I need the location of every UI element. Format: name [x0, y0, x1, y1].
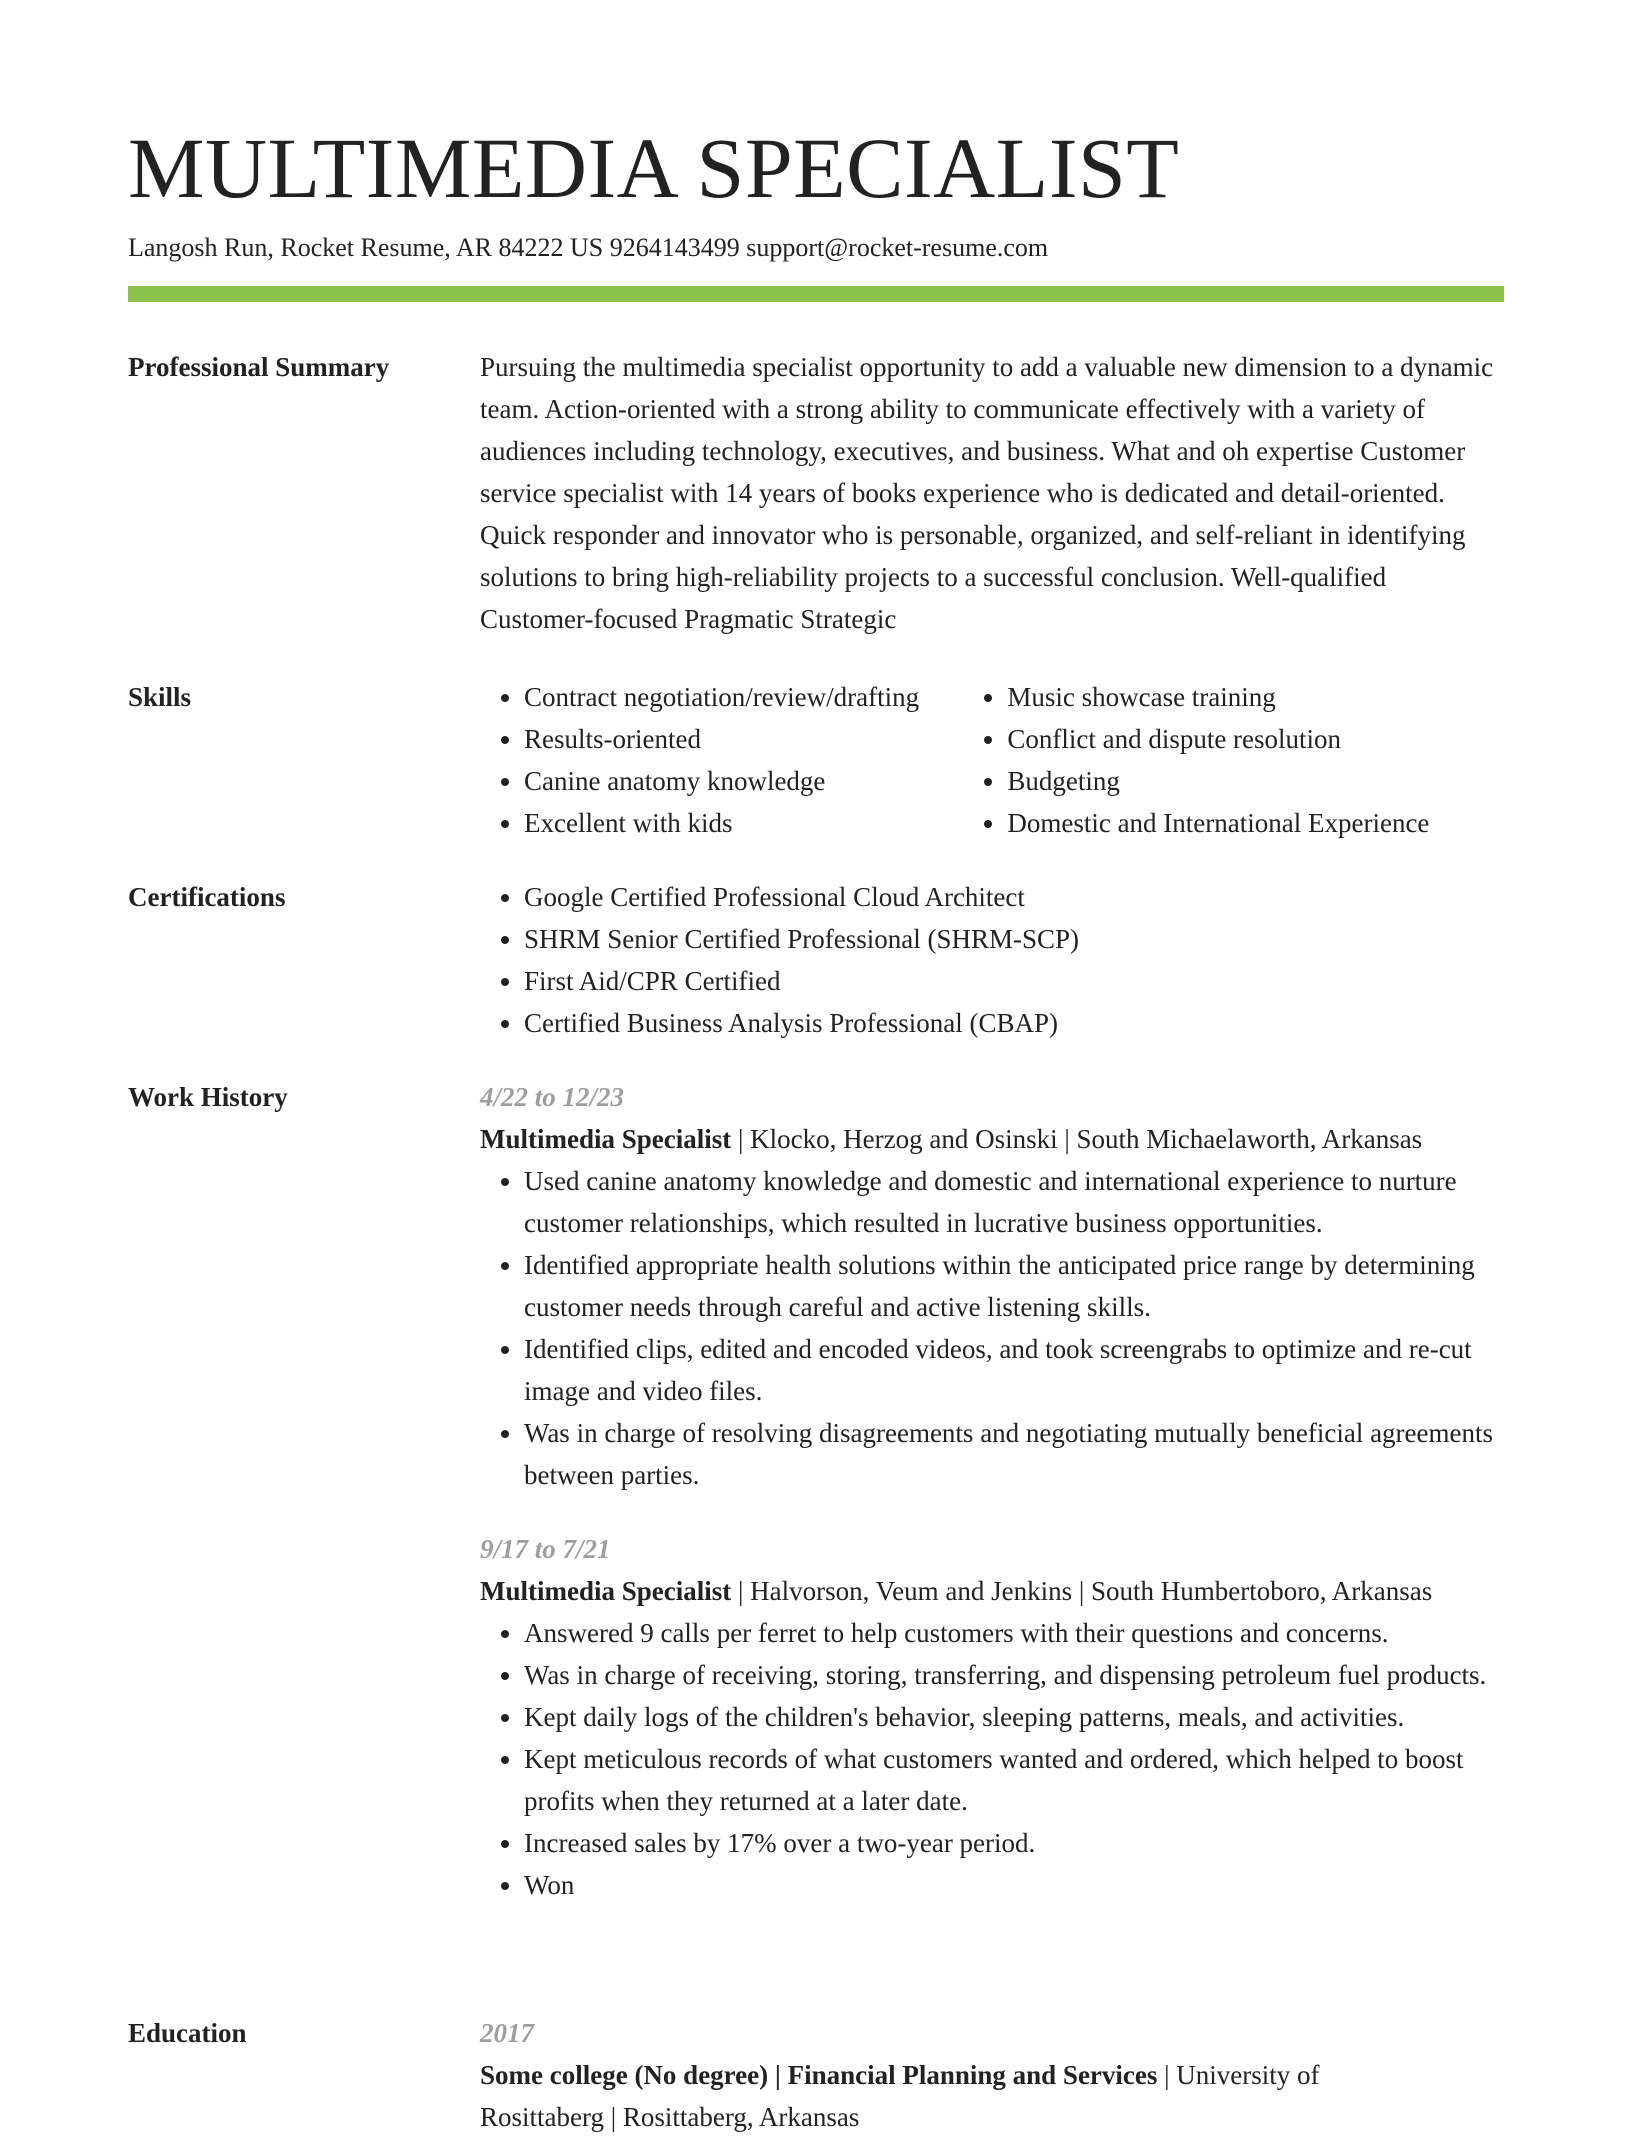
accent-rule	[128, 286, 1504, 302]
education-school: | University of	[1157, 2060, 1320, 2090]
section-label-summary: Professional Summary	[128, 352, 390, 382]
list-item: • Certified Business Analysis Professional (CBAP)	[524, 1002, 1504, 1044]
list-item: • Kept meticulous records of what customers wanted and ordered, which helped to boost profits when they returned at a later date.	[524, 1738, 1504, 1822]
list-item: • Identified appropriate health solutions within the anticipated price range by determining customer needs through careful and active listening skills.	[524, 1244, 1504, 1328]
education-year: 2017	[480, 2018, 534, 2048]
job-employer-location: | Klocko, Herzog and Osinski | South Michaelaworth, Arkansas	[731, 1124, 1423, 1154]
section-label-education: Education	[128, 2018, 247, 2048]
list-item: • Answered 9 calls per ferret to help customers with their questions and concerns.	[524, 1612, 1504, 1654]
page-title: MULTIMEDIA SPECIALIST	[128, 120, 1180, 216]
job-employer-location: | Halvorson, Veum and Jenkins | South Humbertoboro, Arkansas	[731, 1576, 1433, 1606]
certifications-body	[480, 876, 1504, 1044]
summary-body	[480, 346, 1504, 640]
job-entry	[480, 1528, 1504, 1906]
job-entry	[480, 1076, 1504, 1496]
list-item: • Results-oriented	[524, 718, 963, 760]
job-role-line	[480, 1570, 1504, 1612]
list-item: • Excellent with kids	[524, 802, 963, 844]
list-item: • Increased sales by 17% over a two-year period.	[524, 1822, 1504, 1864]
education-degree: Some college (No degree) | Financial Planning and Services	[480, 2060, 1158, 2090]
education-degree-line	[480, 2054, 1504, 2096]
skills-body	[480, 676, 1504, 844]
list-item: • Contract negotiation/review/drafting	[524, 676, 963, 718]
work-history-body	[480, 1076, 1504, 1906]
job-bullets	[480, 1160, 1504, 1496]
section-label-certifications: Certifications	[128, 882, 286, 912]
certifications-list	[480, 876, 1504, 1044]
list-item: • Canine anatomy knowledge	[524, 760, 963, 802]
list-item: • Conflict and dispute resolution	[1007, 718, 1504, 760]
job-role-line	[480, 1118, 1504, 1160]
job-dates: 4/22 to 12/23	[480, 1082, 625, 1112]
list-item: • Google Certified Professional Cloud Architect	[524, 876, 1504, 918]
list-item: • Won	[524, 1864, 1504, 1906]
summary-text: Pursuing the multimedia specialist opportunity to add a valuable new dimension to a dynamic team. Action-oriented with a strong ability to communicate effectively with a variety of audiences including technology, executives, and business. What and oh expertise Customer service specialist with 14 years of books experience who is dedicated and detail-oriented. Quick responder and innovator who is personable, organized, and self-reliant in identifying solutions to bring high-reliability projects to a successful conclusion. Well-qualified Customer-focused Pragmatic Strategic	[480, 352, 1494, 634]
education-school-continued: Rosittaberg | Rosittaberg, Arkansas	[480, 2102, 860, 2132]
list-item: • SHRM Senior Certified Professional (SHRM-SCP)	[524, 918, 1504, 960]
job-dates: 9/17 to 7/21	[480, 1534, 611, 1564]
list-item: • Music showcase training	[1007, 676, 1504, 718]
skills-list-left	[480, 676, 963, 844]
list-item: • Was in charge of resolving disagreements and negotiating mutually beneficial agreements between parties.	[524, 1412, 1504, 1496]
skills-list-right	[963, 676, 1504, 844]
list-item: • Budgeting	[1007, 760, 1504, 802]
job-bullets	[480, 1612, 1504, 1906]
section-label-work-history: Work History	[128, 1082, 288, 1112]
list-item: • First Aid/CPR Certified	[524, 960, 1504, 1002]
job-title: Multimedia Specialist	[480, 1124, 732, 1154]
list-item: • Was in charge of receiving, storing, transferring, and dispensing petroleum fuel products.	[524, 1654, 1504, 1696]
list-item: • Identified clips, edited and encoded videos, and took screengrabs to optimize and re-cut image and video files.	[524, 1328, 1504, 1412]
education-body	[480, 2012, 1504, 2138]
list-item: • Kept daily logs of the children's behavior, sleeping patterns, meals, and activities.	[524, 1696, 1504, 1738]
contact-line: Langosh Run, Rocket Resume, AR 84222 US 9264143499 support@rocket-resume.com	[128, 233, 1049, 262]
job-title: Multimedia Specialist	[480, 1576, 732, 1606]
list-item: • Used canine anatomy knowledge and domestic and international experience to nurture customer relationships, which resulted in lucrative business opportunities.	[524, 1160, 1504, 1244]
list-item: • Domestic and International Experience	[1007, 802, 1504, 844]
section-label-skills: Skills	[128, 682, 192, 712]
